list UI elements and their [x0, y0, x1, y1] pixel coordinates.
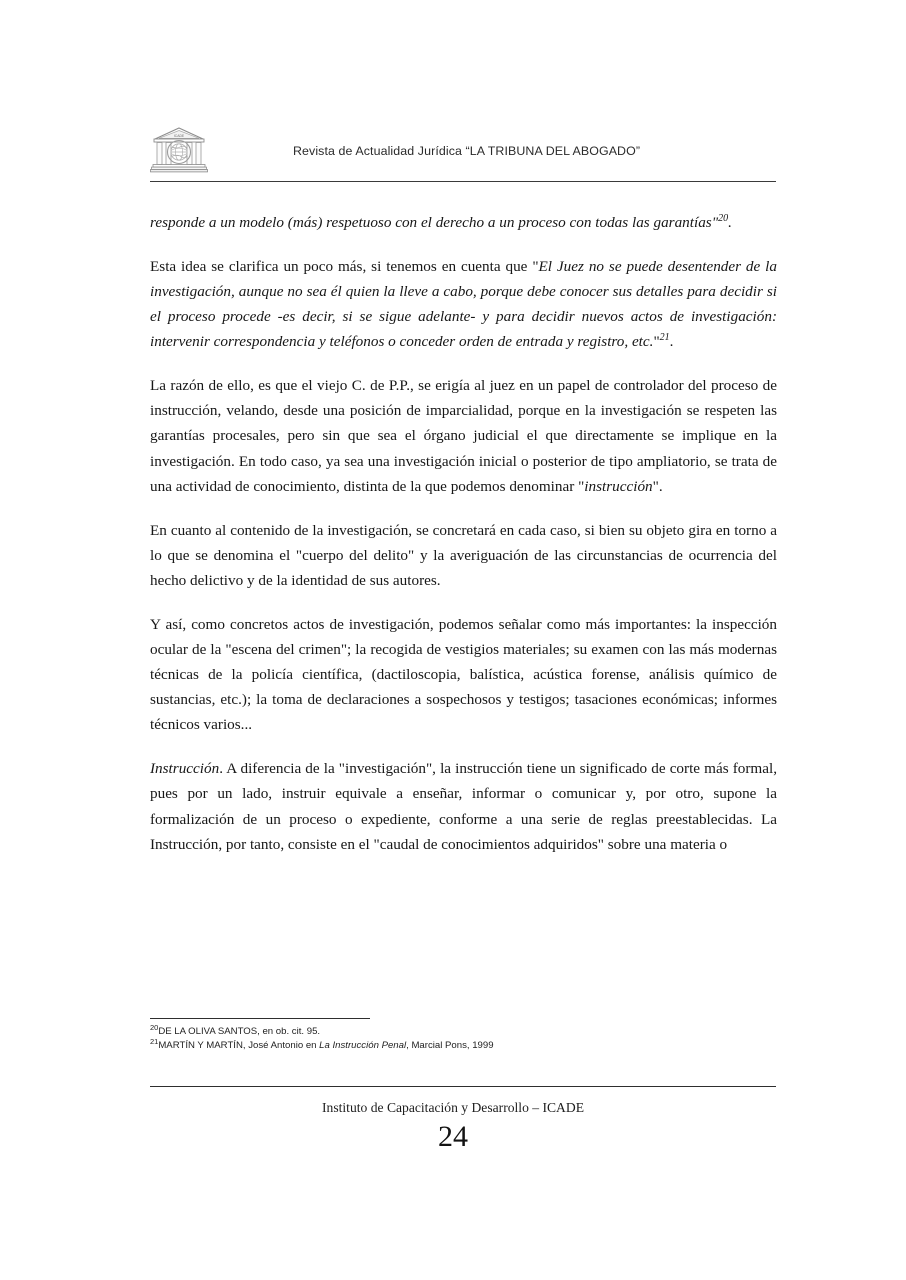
footnote-text-21: MARTÍN Y MARTÍN, José Antonio en	[158, 1039, 320, 1051]
footnotes-section	[150, 1018, 777, 1052]
footer-organization: Instituto de Capacitación y Desarrollo – ICADE	[322, 1100, 584, 1115]
paragraph-1-text: responde a un modelo (más) respetuoso con el derecho a un proceso con todas las garantías"	[150, 214, 719, 231]
paragraph-2-lead: Esta idea se clarifica un poco más, si tenemos en cuenta que "	[150, 257, 539, 275]
document-body	[150, 210, 777, 857]
paragraph-1-tail: .	[728, 214, 732, 231]
journal-title: Revista de Actualidad Jurídica “LA TRIBUNA DEL ABOGADO”	[293, 144, 641, 158]
paragraph-3-part2: ".	[652, 477, 663, 495]
footnote-separator	[150, 1018, 370, 1019]
paragraph-4: En cuanto al contenido de la investigación, se concretará en cada caso, si bien su objeto gira en torno a lo que se denomina el "cuerpo del delito" y la averiguación de las circunstancias de ocurrencia del hecho delictivo y de la identidad de sus autores.	[150, 521, 777, 589]
footnote-title-21: La Instrucción Penal	[319, 1039, 407, 1051]
footnote-number-20: 20	[150, 1022, 159, 1032]
page-number: 24	[438, 1120, 468, 1153]
paragraph-3-italic-term: instrucción	[584, 477, 653, 495]
footnote-ref-20[interactable]: 20	[718, 212, 729, 224]
page-header	[150, 126, 776, 182]
svg-text:ICADE: ICADE	[173, 134, 185, 138]
classical-temple-globe-logo-icon	[150, 126, 208, 176]
paragraph-2-quote: El Juez no se puede desentender de la investigación, aunque no sea él quien la lleve a cabo, porque debe conocer sus detalles para decidir si el proceso procede -es decir, si se sigue adelante- y para decidir nuevos actos de investigación: intervenir correspondencia y teléfonos o conceder orden de entrada y registro, etc.	[150, 257, 777, 351]
paragraph-6-italic-lead: Instrucción	[150, 760, 220, 778]
footnote-text-20: DE LA OLIVA SANTOS, en ob. cit. 95.	[158, 1026, 321, 1037]
paragraph-2	[150, 254, 777, 355]
paragraph-1	[150, 210, 777, 235]
paragraph-6-text: . A diferencia de la "investigación", la instrucción tiene un significado de corte más formal, pues por un lado, instruir equivale a enseñar, informar o comunicar y, por otro, supone la formalización de un proceso o expediente, conforme a una serie de reglas preestablecidas. La Instrucción, por tanto, consiste en el "caudal de conocimientos adquiridos" sobre una materia o	[150, 760, 777, 853]
paragraph-3	[150, 373, 777, 499]
paragraph-3-part1: La razón de ello, es que el viejo C. de P.P., se erigía al juez en un papel de controlador del proceso de instrucción, velando, desde una posición de imparcialidad, porque en la investigación se respeten las garantías procesales, pero sin que sea el órgano judicial el que directamente se implique en la investigación. En todo caso, ya sea una investigación inicial o posterior de tipo ampliatorio, se trata de una actividad de conocimiento, distinta de la que podemos denominar "	[150, 377, 777, 495]
paragraph-6	[150, 756, 777, 857]
paragraph-2-close-quote: "	[653, 333, 660, 351]
paragraph-2-tail: .	[669, 333, 674, 351]
footnote-ref-21[interactable]: 21	[659, 332, 670, 344]
footnote-item-21	[150, 1036, 777, 1053]
paragraph-5: Y así, como concretos actos de investigación, podemos señalar como más importantes: la inspección ocular de la "escena del crimen"; la recogida de vestigios materiales; su examen con las más modernas técnicas de la policía científica, (dactiloscopia, balística, acústica forense, análisis químico de sustancias, etc.); la toma de declaraciones a sospechosos y testigos; tasaciones económicas; informes técnicos varios...	[150, 615, 777, 734]
footnote-number-21: 21	[150, 1036, 159, 1046]
footnote-item-20	[150, 1022, 777, 1039]
footnote-text-after-21: , Marcial Pons, 1999	[406, 1039, 494, 1051]
footer-divider	[150, 1086, 776, 1087]
header-divider	[150, 181, 776, 182]
